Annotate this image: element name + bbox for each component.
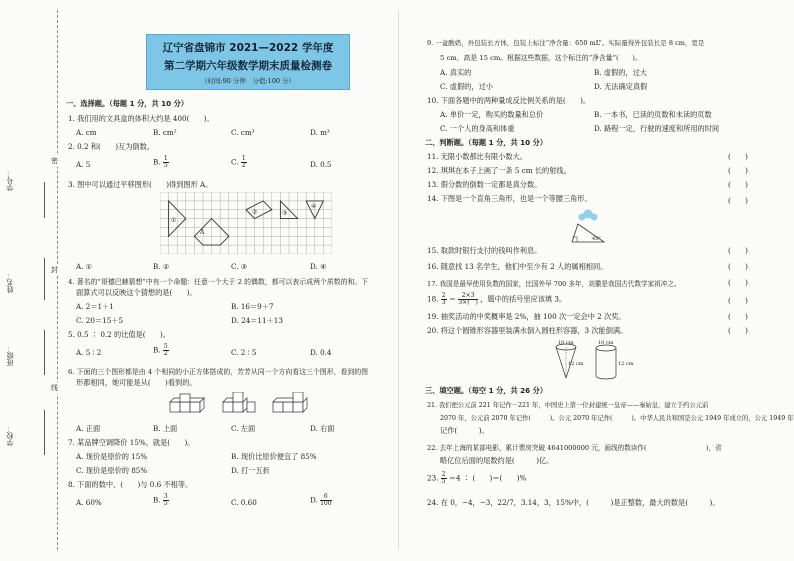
title-line-2: 第二学期六年级数学期末质量检测卷: [164, 60, 332, 72]
q1-option-c: C. cm³: [231, 128, 255, 137]
q6-text-1: 6. 下面的三个图形都是由 4 个相同的小正方体搭成的，芳芳从同一个方向看这三个图形，看到的图: [68, 368, 369, 376]
q6-text-2: 形都相同，她可能是从( )看到的。: [76, 378, 197, 387]
name-line: [44, 258, 45, 300]
q5-option-b: B. $\frac{5}{2}$: [153, 343, 168, 357]
judge-13: 13. 假分数的倒数一定都是真分数。: [427, 180, 542, 189]
judge-14: 14. 下图是一个直角三角形，也是一个等腰三角形。: [427, 194, 592, 203]
school-label: 学校：: [6, 425, 14, 446]
section3-title: 三、填空题。（每空 1 分，共 26 分）: [425, 386, 548, 395]
judge-14-answer[interactable]: ( ): [728, 196, 748, 205]
translation-grid-figure: [160, 192, 332, 254]
q4-text-1: 4. 著名的“哥德巴赫猜想”中有一个命题：任意一个大于 2 的偶数，都可以表示成两个质数的和。下: [68, 278, 369, 286]
judge-12-answer[interactable]: ( ): [728, 166, 748, 175]
school-no-label: 学号：: [6, 170, 14, 191]
class-label: 班级：: [6, 345, 14, 366]
grid-label-a: A: [200, 229, 205, 236]
right-triangle-figure: [568, 206, 608, 246]
judge-19: 19. 抽奖活动的中奖概率是 2%，抽 100 次一定会中 2 次奖。: [427, 312, 626, 321]
judge-20: 20. 将这个圆锥形容器里装满水倒入圆柱形容器，3 次能倒满。: [427, 326, 628, 335]
judge-18-answer[interactable]: ( ): [728, 296, 748, 305]
cyl-top-label: 10 cm: [598, 340, 614, 346]
q5-option-c: C. 2 ∶ 5: [231, 348, 257, 357]
q4-option-d: D. 24＝11＋13: [231, 316, 283, 325]
q9-option-b: B. 虚假的，过大: [594, 68, 647, 77]
name-label: 姓名：: [6, 272, 14, 293]
class-line: [44, 330, 45, 375]
q3-option-d: D. ④: [310, 262, 327, 271]
q3-option-c: C. ③: [231, 262, 248, 271]
q2-option-b: B. $\frac{1}{5}$: [153, 155, 168, 169]
q10-option-a: A. 单价一定，购买的数量和总价: [440, 110, 544, 119]
q9-option-c: C. 虚假的，过小: [440, 82, 493, 91]
q18-prefix: 18.: [427, 294, 439, 304]
judge-16-answer[interactable]: ( ): [728, 262, 748, 271]
q22-line-1: 22. 去年上海的某部电影，累计票房突破 4641000000 元，画线的数读作( )，省: [427, 444, 722, 452]
q18-tail: ，题中的括号里应该填 3。: [480, 294, 567, 304]
judge-12: 12. 琪琪在本子上画了一条 5 cm 长的射线。: [427, 166, 571, 175]
q7-option-c: C. 现价是原价的 85%: [76, 466, 148, 475]
q9-option-d: D. 无法确定真假: [594, 82, 648, 91]
q4-option-b: B. 16＝9＋7: [231, 302, 274, 311]
judge-11-answer[interactable]: ( ): [728, 152, 748, 161]
q10-option-c: C. 一个人的身高和体重: [440, 124, 515, 133]
q9-text-2: 5 cm，高是 15 cm。根据这些数据，这个标注的“净含量”( )。: [440, 54, 642, 62]
q1-option-a: A. cm: [76, 128, 97, 137]
cone-top-label: 10 cm: [558, 340, 574, 346]
judge-16: 16. 随意找 13 名学生，他们中至少有 2 人的属相相同。: [427, 262, 608, 271]
cone-height-label: 12 cm: [568, 361, 584, 367]
q6-option-b: B. 上面: [153, 424, 178, 433]
q23: 23. $\frac{2}{5}$ ＝4 ∶ ( )＝( )%: [427, 471, 527, 485]
title-line-1: 辽宁省盘锦市 2021—2022 学年度: [162, 42, 334, 54]
section2-title: 二、判断题。（每题 1 分，共 10 分）: [425, 138, 548, 147]
q5-text: 5. 0.5 ∶ 0.2 的比值是( )。: [68, 330, 170, 339]
q6-option-a: A. 正面: [76, 424, 101, 433]
q8-option-b: B. $\frac{3}{5}$: [153, 493, 168, 507]
q5-option-a: A. 5 ∶ 2: [76, 348, 102, 357]
q22-line-2: 略亿位后面的尾数约是( )亿。: [440, 456, 554, 465]
q3-option-b: B. ②: [153, 262, 170, 271]
grid-marker-3: ③: [282, 210, 288, 217]
q7-text: 7. 某品牌空调降价 15%，就是( )。: [68, 438, 195, 447]
seal-char-2: 封: [51, 266, 58, 274]
section1-title: 一、选择题。（每题 1 分，共 10 分）: [66, 99, 189, 108]
q6-option-d: D. 右面: [310, 424, 335, 433]
q8-option-a: A. 60%: [76, 498, 102, 507]
q2-option-c: C. $\frac{1}{2}$: [231, 155, 246, 169]
exam-header: [146, 34, 350, 90]
q3-option-a: A. ①: [76, 262, 93, 271]
q3-text: 3. 图中可以通过平移图形( )得到图形 A。: [68, 180, 213, 189]
judge-15: 15. 取款时银行支付的钱叫作利息。: [427, 246, 542, 255]
q4-text-2: 面算式可以反映这个猜想的是( )。: [76, 288, 197, 297]
judge-11: 11. 无限小数都比有限小数大。: [427, 152, 527, 161]
q24-text: 24. 在 0，−4，−3，22/7，3.14，3，15%中，( )是正整数，最大的数是( )。: [427, 498, 720, 507]
school-no-line: [44, 182, 45, 218]
q10-option-d: D. 路程一定，行驶的速度和所用的时间: [594, 124, 720, 133]
judge-13-answer[interactable]: ( ): [728, 180, 748, 189]
tri-angle-label: 45°: [592, 236, 601, 242]
judge-15-answer[interactable]: ( ): [728, 246, 748, 255]
q7-option-a: A. 现价是原价的 15%: [76, 452, 148, 461]
q9-text-1: 9. 一盒酸奶，外包装长方体，包装上标注“净含量：650 mL”。实际量得外包装长是 8 cm，宽是: [427, 39, 705, 47]
judge-19-answer[interactable]: ( ): [728, 312, 748, 321]
q8-option-d: D. $\frac{6}{100}$: [310, 493, 332, 507]
cyl-height-label: 12 cm: [618, 361, 634, 367]
q21-line-2: 2070 年，公元前 2070 年记作( )。公元 2070 年记作( )。中华人民共和国是公元 1949 年成立的，公元 1949 年: [440, 415, 794, 422]
judge-18: 18. $\frac{2}{3}$ ＝ $\frac{2\times 3}{3\times( )}$ ，题中的括号里应该填 3。: [427, 292, 567, 306]
q10-text: 10. 下面各题中的两种量成反比例关系的是( )。: [427, 96, 591, 105]
q8-text: 8. 下面的数中，( )与 0.6 不相等。: [68, 480, 193, 489]
q9-option-a: A. 真实的: [440, 68, 472, 77]
q6-option-c: C. 左面: [231, 424, 256, 433]
q2-text: 2. 0.2 和( )互为倒数。: [68, 142, 154, 151]
q7-option-b: B. 现价比原价便宜了 85%: [231, 452, 317, 461]
q1-option-b: B. cm²: [153, 128, 177, 137]
cube-figures: [168, 392, 318, 418]
grid-marker-1: ①: [171, 217, 177, 224]
q4-option-a: A. 2＝1＋1: [76, 302, 114, 311]
column-divider: [398, 10, 399, 550]
judge-20-answer[interactable]: ( ): [728, 326, 748, 335]
grid-marker-4: ④: [311, 203, 317, 210]
q1-option-d: D. m³: [310, 128, 330, 137]
binding-dashed-line: [57, 10, 58, 550]
q21-line-1: 21. 我们把公元前 221 年记作－221 年，中国史上第一位封建统一皇帝——秦始皇，建立于约公元前: [427, 402, 709, 409]
cone-cylinder-figure: [550, 340, 640, 382]
judge-17-answer[interactable]: ( ): [728, 278, 748, 287]
q1-text: 1. 我们用的文具盒的体积大约是 400( )。: [68, 114, 214, 123]
exam-meta: （时间:90 分钟 分值:100 分）: [200, 77, 296, 85]
q7-option-d: D. 打一五折: [231, 466, 270, 475]
grid-marker-2: ②: [252, 209, 258, 216]
q5-option-d: D. 0.4: [310, 348, 332, 357]
q2-option-d: D. 0.5: [310, 160, 332, 169]
q10-option-b: B. 一本书，已读的页数和未读的页数: [594, 110, 712, 119]
q4-option-c: C. 20＝15＋5: [76, 316, 124, 325]
judge-17: 17. 我国是最早使用负数的国家，比国外早 700 多年，刘徽是我国古代数学家祖冲之。: [427, 280, 681, 288]
seal-char-3: 线: [51, 384, 58, 392]
q21-line-3: 记作( )。: [440, 426, 489, 435]
q2-option-a: A. 5: [76, 160, 91, 169]
q8-option-c: C. 0.60: [231, 498, 257, 507]
school-line: [44, 410, 45, 455]
seal-char-1: 密: [51, 157, 58, 165]
